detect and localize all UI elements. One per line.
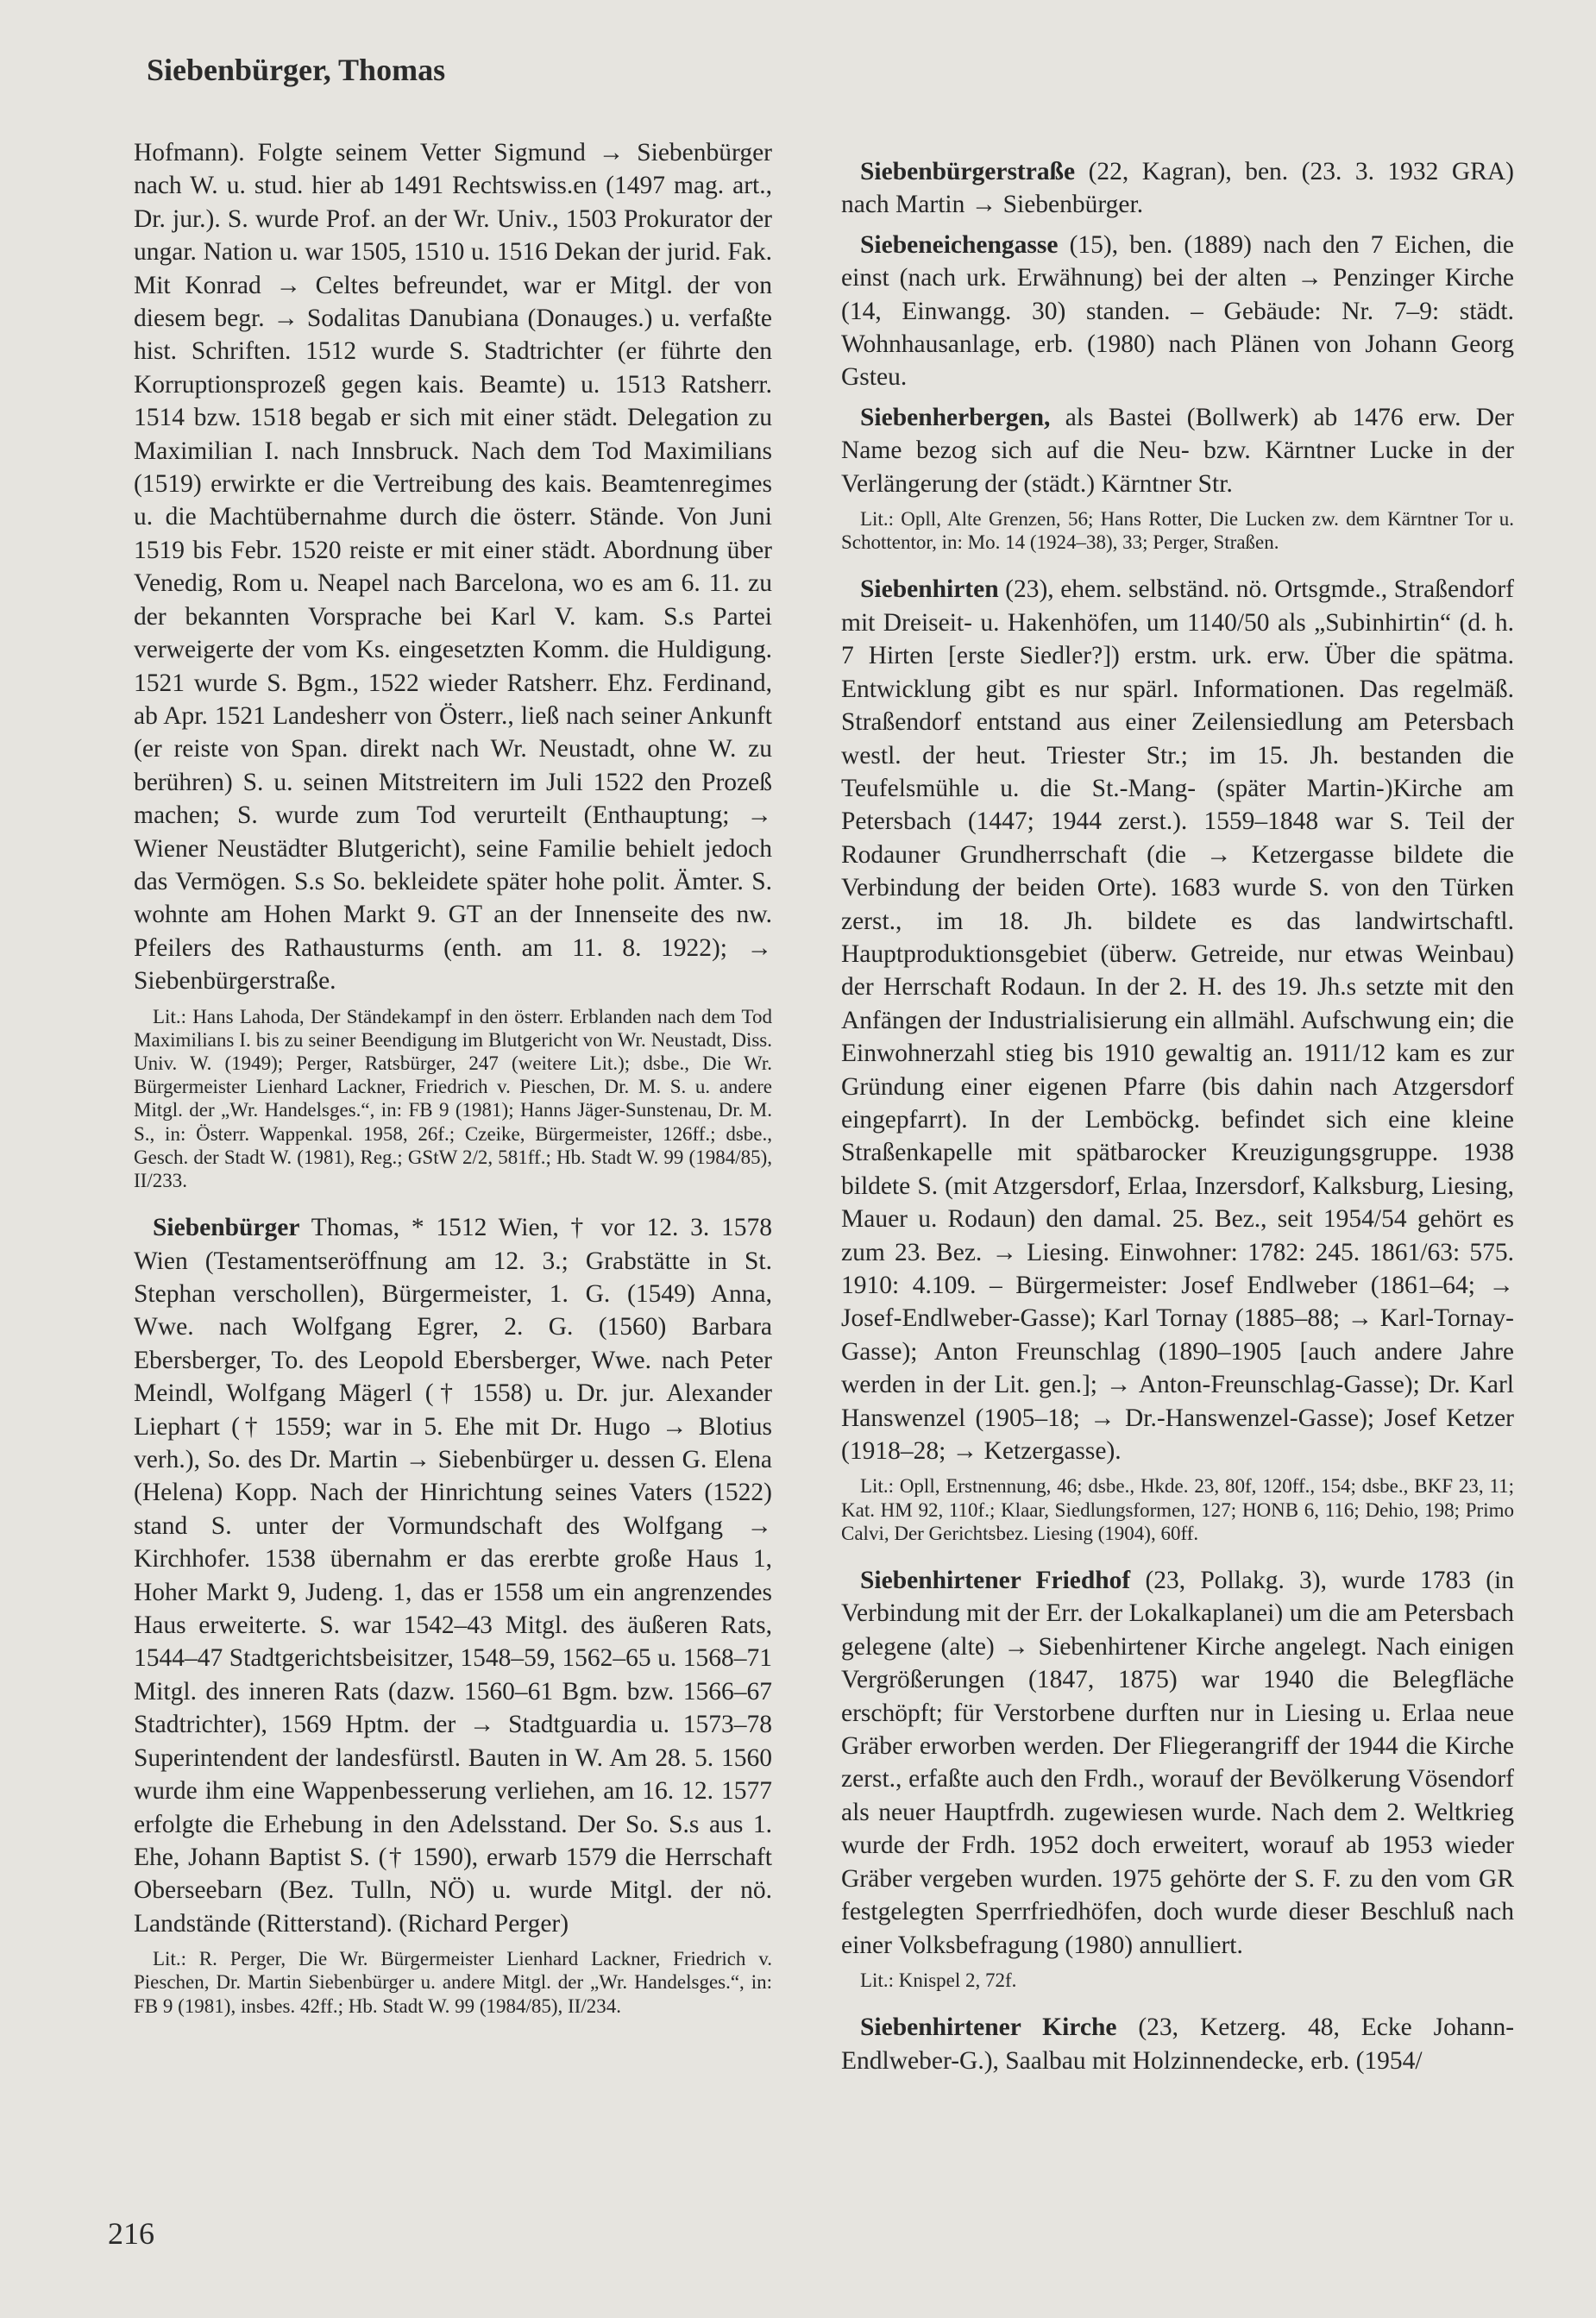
entry-body: (22, Kagran), ben. (23. 3. 1932 GRA) nach Martin → Siebenbürger. xyxy=(841,158,1514,219)
right-column xyxy=(841,148,1514,2077)
entry-headword: Siebeneichengasse xyxy=(860,230,1059,259)
entry-body: (23, Ketzerg. 48, Ecke Johann-Endlweber-G.), Saalbau mit Holzinnendecke, erb. (1954/ xyxy=(841,2013,1515,2075)
entry-siebenhirten xyxy=(841,573,1514,1467)
left-column xyxy=(134,136,772,2037)
entry-siebenbuergerstrasse xyxy=(841,155,1514,222)
entry-thomas-literature: Lit.: R. Perger, Die Wr. Bürgermeister Lienhard Lackner, Friedrich v. Pieschen, Dr. Martin Siebenbürger u. andere Mitgl. der „Wr. Handelsges.“, in: FB 9 (1981), insbes. 42ff.; Hb. Stadt W. 99 (1984/85), II/234. xyxy=(134,1948,772,2017)
entry-siebenherbergen xyxy=(841,401,1514,500)
entry-headword: Siebenbürgerstraße xyxy=(860,158,1076,185)
entry-siebenhirtener-friedhof-literature: Lit.: Knispel 2, 72f. xyxy=(860,1969,1017,1991)
entry-headword: Siebenherbergen, xyxy=(860,403,1051,431)
entry-headword: Siebenhirtener Friedhof xyxy=(860,1567,1131,1595)
entry-siebenhirten-literature: Lit.: Opll, Erstnennung, 46; dsbe., Hkde. 23, 80f, 120ff., 154; dsbe., BKF 23, 11; Kat. HM 92, 110f.; Klaar, Siedlungsformen, 127; HONB 6, 116; Dehio, 198; Primo Calvi, Der Gerichtsbez. Liesing (1904), 60ff. xyxy=(841,1475,1514,1544)
entry-thomas xyxy=(134,1211,772,1940)
page-number: 216 xyxy=(108,2216,154,2251)
entry-headword: Siebenhirten xyxy=(860,575,999,604)
entry-siebenherbergen-literature: Lit.: Opll, Alte Grenzen, 56; Hans Rotter, Die Lucken zw. dem Kärntner Tor u. Schottentor, in: Mo. 14 (1924–38), 33; Perger, Straßen. xyxy=(841,508,1514,554)
entry-headword: Siebenhirtener Kirche xyxy=(860,2013,1117,2042)
continued-entry-literature: Lit.: Hans Lahoda, Der Ständekampf in den österr. Erblanden nach dem Tod Maximilians I. bis zu seiner Beendigung im Blutgericht von Wr. Neustadt, Diss. Univ. W. (1949); Perger, Ratsbürger, 247 (weitere Lit.); dsbe., Die Wr. Bürgermeister Lienhard Lackner, Friedrich v. Pieschen, Dr. M. S. u. andere Mitgl. der „Wr. Handelsges.“, in: FB 9 (1981); Hanns Jäger-Sunstenau, Dr. M. S., in: Österr. Wappenkal. 1958, 26f.; Czeike, Bürgermeister, 126ff.; dsbe., Gesch. der Stadt W. (1981), Reg.; GStW 2/2, 581ff.; Hb. Stadt W. 99 (1984/85), II/233. xyxy=(134,1005,772,1191)
entry-siebenhirtener-kirche xyxy=(841,2011,1514,2077)
entry-body: (23, Pollakg. 3), wurde 1783 (in Verbindung mit der Err. der Lokalkaplanei) um die am Petersbach gelegene (alte) → Siebenhirtener Kirche angelegt. Nach einigen Vergrößerungen (1847, 1875) war 1940 die Belegfläche erschöpft; für Verstorbene durften nur in Liesing u. Erlaa neue Gräber erworben werden. Der Fliegerangriff der 1944 die Kirche zerst., erfaßte auch den Frdh., worauf der Bevölkerung Vösendorf als neuer Hauptfrdh. zugewiesen wurde. Nach dem 2. Weltkrieg wurde der Frdh. 1952 doch erweitert, worauf ab 1953 wieder Gräber vergeben wurden. 1975 gehörte der S. F. zu den vom GR festgelegten Sperrfriedhöfen, doch wurde dieser Beschluß nach einer Volksbefragung (1980) annulliert. xyxy=(841,1567,1514,1959)
entry-siebenhirtener-friedhof xyxy=(841,1564,1514,1962)
entry-siebeneichengasse xyxy=(841,229,1514,394)
entry-body: (23), ehem. selbständ. nö. Ortsgmde., Straßendorf mit Dreiseit- u. Hakenhöfen, um 1140/50 als „Subinhirtin“ (d. h. 7 Hirten [erste Siedler?]) erstm. urk. erw. Über die spätma. Entwicklung gibt es nur spärl. Informationen. Das regelmäß. Straßendorf entstand aus einer Zeilensiedlung am Petersbach westl. der heut. Triester Str.; im 15. Jh. bestanden die Teufelsmühle u. die St.-Mang- (später Martin-)Kirche am Petersbach (1447; 1944 zerst.). 1559–1848 war S. Teil der Rodauner Grundherrschaft (die → Ketzergasse bildete die Verbindung der beiden Orte). 1683 wurde S. von den Türken zerst., im 18. Jh. bildete es das landwirtschaftl. Hauptproduktionsgebiet (überw. Getreide, nur etwas Weinbau) der Herrschaft Rodaun. In der 2. H. des 19. Jh.s setzte mit den Anfängen der Industrialisierung ein allmähl. Aufschwung ein; die Einwohnerzahl stieg bis 1910 gewaltig an. 1911/12 kam es zur Gründung einer eigenen Pfarre (bis dahin nach Atzgersdorf eingepfarrt). In der Lemböckg. befindet sich eine kleine Straßenkapelle mit spätbarocker Kreuzigungsgruppe. 1938 bildete S. (mit Atzgersdorf, Erlaa, Inzersdorf, Kalksburg, Liesing, Mauer u. Rodaun) den damal. 25. Bez., seit 1954/54 gehört es zum 23. Bez. → Liesing. Einwohner: 1782: 245. 1861/63: 575. 1910: 4.109. – Bürgermeister: Josef Endlweber (1861–64; → Josef-Endlweber-Gasse); Karl Tornay (1885–88; → Karl-Tornay-Gasse); Anton Freunschlag (1890–1905 [auch andere Jahre werden in der Lit. gen.]; → Anton-Freunschlag-Gasse); Dr. Karl Hanswenzel (1905–18; → Dr.-Hanswenzel-Gasse); Josef Ketzer (1918–28; → Ketzergasse). xyxy=(841,575,1514,1466)
entry-headword: Siebenbürger xyxy=(153,1214,300,1242)
entry-body: als Bastei (Bollwerk) ab 1476 erw. Der Name bezog sich auf die Neu- bzw. Kärntner Lucke in der Verlängerung der (städt.) Kärntner Str. xyxy=(841,403,1515,498)
entry-body: Thomas, * 1512 Wien, † vor 12. 3. 1578 Wien (Testamentseröffnung am 12. 3.; Grabstätte in St. Stephan verschollen), Bürgermeister, 1. G. (1549) Anna, Wwe. nach Wolfgang Egrer, 2. G. (1560) Barbara Ebersberger, To. des Leopold Ebersberger, Wwe. nach Peter Meindl, Wolfgang Mägerl († 1558) u. Dr. jur. Alexander Liephart († 1559; war in 5. Ehe mit Dr. Hugo → Blotius verh.), So. des Dr. Martin → Siebenbürger u. dessen G. Elena (Helena) Kopp. Nach der Hinrichtung seines Vaters (1522) stand S. unter der Vormundschaft des Wolfgang → Kirchhofer. 1538 übernahm er das ererbte große Haus 1, Hoher Markt 9, Judeng. 1, das er 1558 um ein angrenzendes Haus erweiterte. S. war 1542–43 Mitgl. des äußeren Rats, 1544–47 Stadtgerichtsbeisitzer, 1548–59, 1562–65 u. 1568–71 Mitgl. des inneren Rats (dazw. 1560–61 Bgm. bzw. 1566–67 Stadtrichter), 1569 Hptm. der → Stadtguardia u. 1573–78 Superintendent der landesfürstl. Bauten in W. Am 28. 5. 1560 wurde ihm eine Wappenbesserung verliehen, am 16. 12. 1577 erfolgte die Erhebung in den Adelsstand. Der So. S.s aus 1. Ehe, Johann Baptist S. († 1590), erwarb 1579 die Herrschaft Oberseebarn (Bez. Tulln, NÖ) u. wurde Mitgl. der nö. Landstände (Ritterstand). (Richard Perger) xyxy=(134,1214,772,1938)
continued-entry-text: Hofmann). Folgte seinem Vetter Sigmund → Siebenbürger nach W. u. stud. hier ab 1491 Rechtswiss.en (1497 mag. art., Dr. jur.). S. wurde Prof. an der Wr. Univ., 1503 Prokurator der ungar. Nation u. war 1505, 1510 u. 1516 Dekan der jurid. Fak. Mit Konrad → Celtes befreundet, war er Mitgl. der von diesem begr. → Sodalitas Danubiana (Donauges.) u. verfaßte hist. Schriften. 1512 wurde S. Stadtrichter (er führte den Korruptionsprozeß gegen kais. Beamte) u. 1513 Ratsherr. 1514 bzw. 1518 begab er sich mit einer städt. Delegation zu Maximilian I. nach Innsbruck. Nach dem Tod Maximilians (1519) erwirkte er die Vertreibung des kais. Beamtenregimes u. die Machtübernahme durch die österr. Stände. Von Juni 1519 bis Febr. 1520 reiste er mit einer städt. Abordnung über Venedig, Rom u. Neapel nach Barcelona, wo es am 6. 11. zu der bekannten Vorsprache bei Karl V. kam. S.s Partei verweigerte der vom Ks. eingesetzten Komm. die Huldigung. 1521 wurde S. Bgm., 1522 wieder Ratsherr. Ehz. Ferdinand, ab Apr. 1521 Landesherr von Österr., ließ nach seiner Ankunft (er reiste von Span. direkt nach Wr. Neustadt, ohne W. zu berühren) S. u. seinen Mitstreitern im Juli 1522 den Prozeß machen; S. wurde zum Tod verurteilt (Enthauptung; → Wiener Neustädter Blutgericht), seine Familie behielt jedoch das Vermögen. S.s So. bekleidete später hohe polit. Ämter. S. wohnte am Hohen Markt 9. GT an der Innenseite des nw. Pfeilers des Rathausturms (enth. am 11. 8. 1922); → Siebenbürgerstraße. xyxy=(134,139,772,996)
running-head: Siebenbürger, Thomas xyxy=(147,53,446,87)
entry-body: (15), ben. (1889) nach den 7 Eichen, die einst (nach urk. Erwähnung) bei der alten → Penzinger Kirche (14, Einwangg. 30) standen. – Gebäude: Nr. 7–9: städt. Wohnhausanlage, erb. (1980) nach Plänen von Johann Georg Gsteu. xyxy=(841,230,1514,392)
